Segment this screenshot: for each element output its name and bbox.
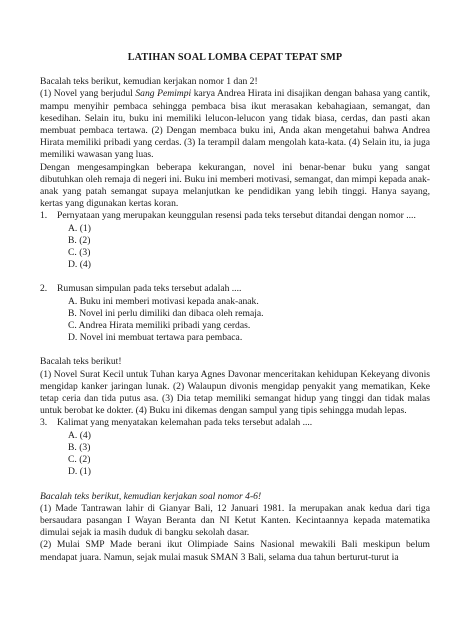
- question-number: 3.: [40, 417, 48, 429]
- section1-instruction: Bacalah teks berikut, kemudian kerjakan nomor 1 dan 2!: [40, 76, 258, 88]
- section3-instruction: [40, 491, 430, 503]
- question-3: [40, 417, 430, 429]
- spacer: [40, 271, 430, 283]
- book-title-italic: Sang Pemimpi: [135, 88, 192, 100]
- p1-text-start: (1) Novel yang berjudul: [40, 88, 136, 100]
- option-item: D. (1): [68, 466, 91, 478]
- option-item: B. (2): [68, 234, 91, 246]
- section2-paragraph-1: (1) Novel Surat Kecil untuk Tuhan karya Agnes Davonar menceritakan kehidupan Kekeyang divonis mengidap kanker jaringan lunak. (2) Walaupun divonis mengidap penyakit yang mematikan, Keke tetap ceria dan tida putus asa. (3) Dia tetap memiliki semangat hidup yang tinggi dan tidak malas untuk berobat ke dokter. (4) Buku ini dikemas dengan sampul yang tipis sehingga mudah lepas.: [40, 368, 430, 417]
- question-1-options: [40, 223, 430, 272]
- spacer: [40, 344, 430, 356]
- question-3-options: [40, 430, 430, 479]
- question-text: Kalimat yang menyatakan kelemahan pada teks tersebut adalah ....: [57, 417, 313, 429]
- question-2: [40, 283, 430, 295]
- option-item: B. Novel ini perlu dimiliki dan dibaca oleh remaja.: [68, 307, 264, 319]
- spacer: [40, 479, 430, 491]
- question-text: Pernyataan yang merupakan keunggulan resensi pada teks tersebut ditandai dengan nomor ....: [57, 210, 416, 222]
- section3-paragraph-1: (1) Made Tantrawan lahir di Gianyar Bali, 12 Januari 1981. Ia merupakan anak kedua dari tiga bersaudara pasangan I Wayan Beranta dan NI Ketut Kanten. Kecintaannya kepada matematika dimulai sejak ia masih duduk di bangku sekolah dasar.: [40, 502, 430, 539]
- question-1: [40, 210, 430, 222]
- option-item: D. Novel ini membuat tertawa para pembaca.: [68, 332, 243, 344]
- question-number: 1.: [40, 210, 48, 222]
- section3-paragraph-2: (2) Mulai SMP Made berani ikut Olimpiade Sains Nasional mewakili Bali meskipun belum mendapat juara. Namun, sejak mulai masuk SMAN 3 Bali, selama dua tahun berturut-turut ia: [40, 539, 430, 563]
- section3-instruction-italic: Bacalah teks berikut, kemudian kerjakan soal nomor 4-6!: [40, 490, 262, 502]
- p1-text-rest: karya Andrea Hirata ini disajikan dengan bahasa yang cantik, mampu menyihir pembaca sehingga pembaca bisa ikut merasakan kebahagiaan, semangat, dan kesedihan. Selain itu, buku ini memiliki lelucon-lelucon yang tidak biasa, cerdas, dan pasti akan membuat pembaca tertawa. (2) Dengan membaca buku ini, Anda akan mengetahui bahwa Andrea Hirata memiliki pribadi yang cerdas. (3) Ia terampil dalam mengolah kata-kata. (4) Selain itu, ia juga memiliki wawasan yang luas.: [40, 88, 430, 161]
- option-item: D. (4): [68, 259, 91, 271]
- section1-paragraph-1: [40, 88, 430, 161]
- option-item: B. (3): [68, 441, 91, 453]
- question-2-options: [40, 296, 430, 345]
- section2-instruction: Bacalah teks berikut!: [40, 356, 122, 368]
- option-item: A. (1): [68, 222, 91, 234]
- option-item: C. (2): [68, 454, 91, 466]
- page-title: LATIHAN SOAL LOMBA CEPAT TEPAT SMP: [127, 52, 343, 63]
- question-number: 2.: [40, 283, 48, 295]
- question-text: Rumusan simpulan pada teks tersebut adalah ....: [57, 283, 242, 295]
- option-item: A. Buku ini memberi motivasi kepada anak-anak.: [68, 295, 259, 307]
- option-item: C. (3): [68, 247, 91, 259]
- option-item: A. (4): [68, 429, 91, 441]
- section1-paragraph-2: Dengan mengesampingkan beberapa kekurangan, novel ini benar-benar buku yang sangat dibutuhkan oleh remaja di negeri ini. Buku ini memberi motivasi, semangat, dan mimpi kepada anak-anak yang patah semangat supaya melanjutkan ke pendidikan yang lebih tinggi. Hanya sayang, kertas yang digunakan kertas koran.: [40, 161, 430, 210]
- option-item: C. Andrea Hirata memiliki pribadi yang cerdas.: [68, 320, 251, 332]
